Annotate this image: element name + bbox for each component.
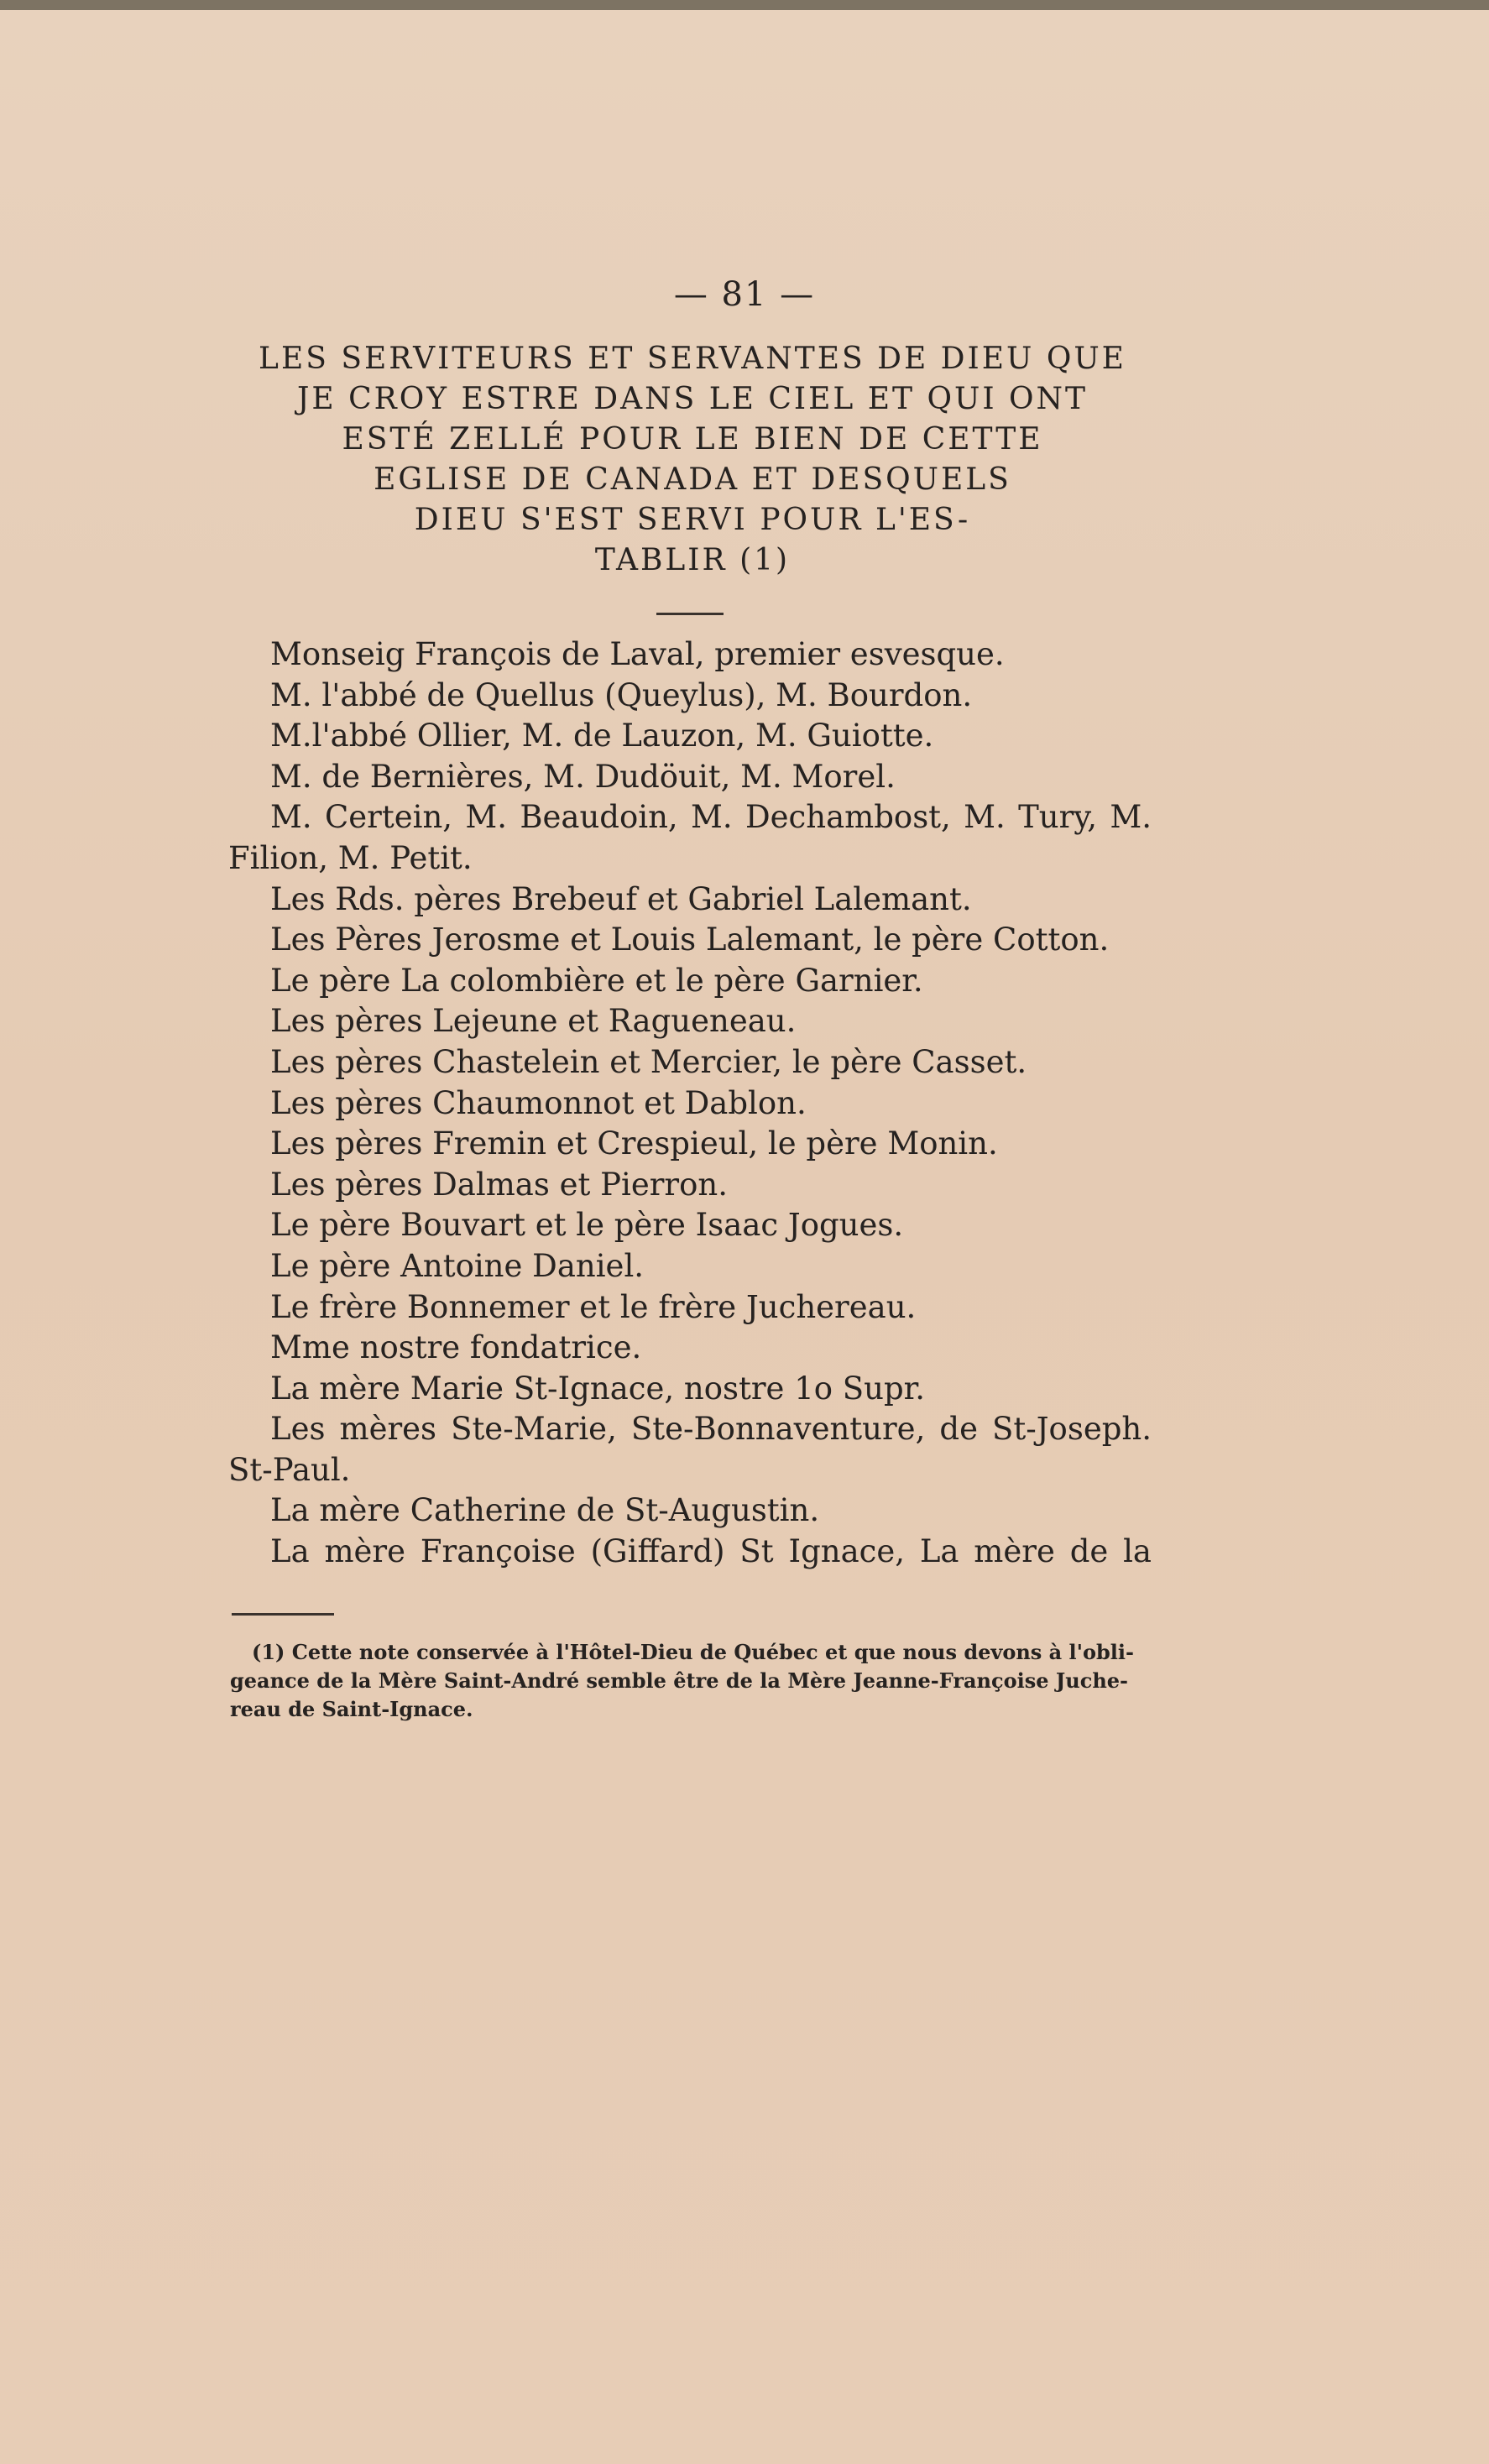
title-line: ESTÉ ZELLÉ POUR LE BIEN DE CETTE xyxy=(342,422,1043,457)
list-line: M. l'abbé de Quellus (Queylus), M. Bourdon. xyxy=(270,676,973,713)
list-line: La mère Françoise (Giffard) St Ignace, La mère de la xyxy=(270,1533,1152,1570)
list-line: M.l'abbé Ollier, M. de Lauzon, M. Guiotte. xyxy=(270,718,934,754)
title-line: EGLISE DE CANADA ET DESQUELS xyxy=(374,462,1011,497)
footnote xyxy=(230,1638,1134,1724)
section-title xyxy=(227,339,1158,581)
list-line: Les pères Lejeune et Ragueneau. xyxy=(270,1003,797,1040)
footnote-line: geance de la Mère Saint-André semble être de la Mère Jeanne-Françoise Juche- xyxy=(230,1668,1128,1693)
page-top-edge xyxy=(0,0,1489,10)
name-list xyxy=(228,634,1152,1573)
list-line: Les pères Dalmas et Pierron. xyxy=(270,1166,728,1203)
footnote-divider xyxy=(232,1613,334,1616)
list-line: Les Rds. pères Brebeuf et Gabriel Lalemant. xyxy=(270,880,972,917)
list-line: Monseig François de Laval, premier esvesque. xyxy=(270,636,1005,672)
footnote-line: reau de Saint-Ignace. xyxy=(230,1697,473,1721)
list-line: Filion, M. Petit. xyxy=(228,839,473,876)
list-line: La mère Marie St-Ignace, nostre 1o Supr. xyxy=(270,1370,926,1407)
list-line: Les mères Ste-Marie, Ste-Bonnaventure, de St-Joseph. xyxy=(270,1411,1152,1448)
title-line: LES SERVITEURS ET SERVANTES DE DIEU QUE xyxy=(259,342,1126,376)
title-divider xyxy=(656,613,724,615)
list-line: Les Pères Jerosme et Louis Lalemant, le père Cotton. xyxy=(270,921,1110,958)
title-line: JE CROY ESTRE DANS LE CIEL ET QUI ONT xyxy=(296,382,1089,416)
list-line: Les pères Chaumonnot et Dablon. xyxy=(270,1084,807,1121)
list-line: Le père La colombière et le père Garnier. xyxy=(270,962,923,999)
footnote-line: (1) Cette note conservée à l'Hôtel-Dieu de Québec et que nous devons à l'obli- xyxy=(252,1640,1134,1664)
list-line: M. Certein, M. Beaudoin, M. Dechambost, M. Tury, M. xyxy=(270,799,1152,836)
list-line: La mère Catherine de St-Augustin. xyxy=(270,1492,820,1529)
list-line: St-Paul. xyxy=(228,1451,351,1488)
title-line: TABLIR (1) xyxy=(594,543,791,577)
list-line: Mme nostre fondatrice. xyxy=(270,1329,642,1366)
list-line: Les pères Chastelein et Mercier, le père Casset. xyxy=(270,1043,1027,1080)
list-line: Le frère Bonnemer et le frère Juchereau. xyxy=(270,1288,917,1325)
page-number: — 81 — xyxy=(673,275,816,314)
list-line: M. de Bernières, M. Dudöuit, M. Morel. xyxy=(270,758,896,795)
list-line: Les pères Fremin et Crespieul, le père Monin. xyxy=(270,1125,998,1162)
list-line: Le père Antoine Daniel. xyxy=(270,1247,645,1284)
title-line: DIEU S'EST SERVI POUR L'ES- xyxy=(414,503,971,537)
list-line: Le père Bouvart et le père Isaac Jogues. xyxy=(270,1207,904,1244)
